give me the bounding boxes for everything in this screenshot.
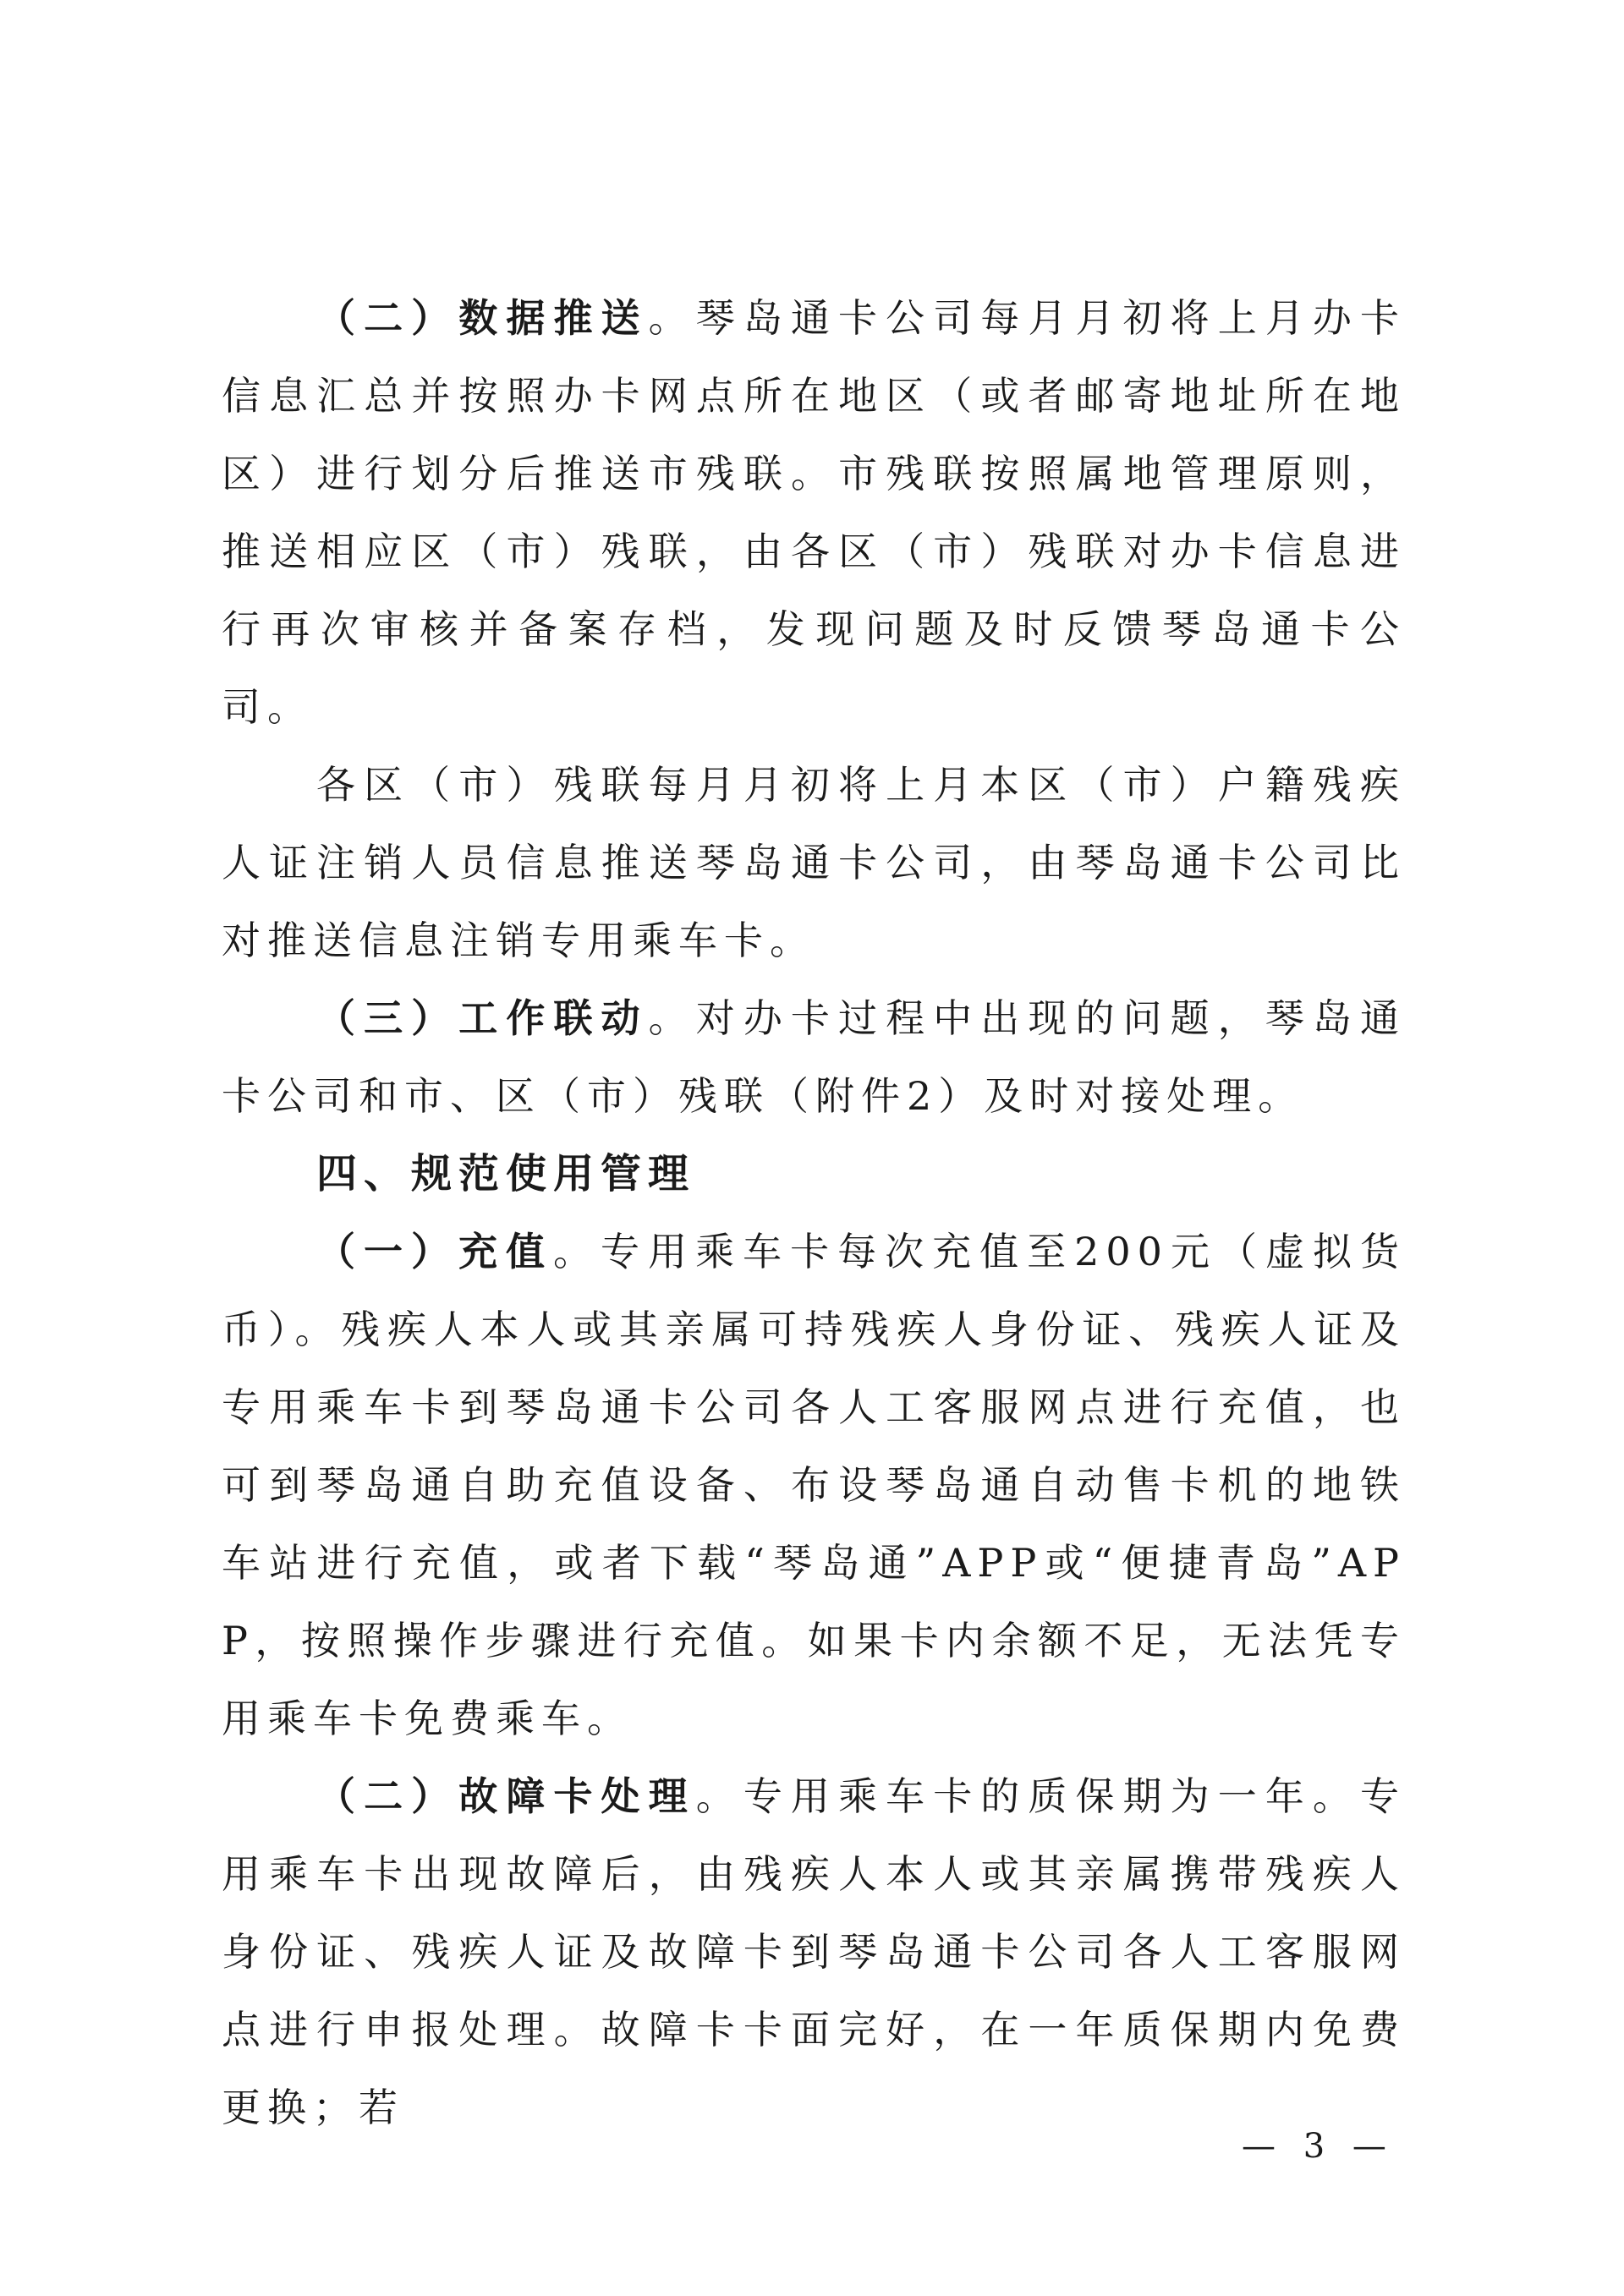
document-body xyxy=(222,279,1406,2146)
paragraph-lead: （一）充值 xyxy=(316,1229,554,1274)
paragraph-recharge xyxy=(222,1213,1406,1757)
section-heading: 四、规范使用管理 xyxy=(316,1150,696,1197)
paragraph-lead: （二）故障卡处理 xyxy=(316,1773,696,1819)
paragraph-text: 。对办卡过程中出现的问题，琴岛通卡公司和市、区（市）残联（附件2）及时对接处理。 xyxy=(222,995,1407,1119)
paragraph-text: 。专用乘车卡的质保期为一年。专用乘车卡出现故障后，由残疾人本人或其亲属携带残疾人身份证、残疾人证及故障卡到琴岛通卡公司各人工客服网点进行申报处理。故障卡卡面完好，在一年质保期内免费更换；若 xyxy=(222,1773,1407,2130)
paragraph-cancellation xyxy=(222,746,1406,979)
paragraph-text: 。专用乘车卡每次充值至200元（虚拟货币）。残疾人本人或其亲属可持残疾人身份证、残疾人证及专用乘车卡到琴岛通卡公司各人工客服网点进行充值，也可到琴岛通自助充值设备、布设琴岛通自动售卡机的地铁车站进行充值，或者下载“琴岛通”APP或“便捷青岛”APP，按照操作步骤进行充值。如果卡内余额不足，无法凭专用乘车卡免费乘车。 xyxy=(222,1229,1406,1741)
paragraph-data-push xyxy=(222,279,1406,746)
paragraph-text: 。琴岛通卡公司每月月初将上月办卡信息汇总并按照办卡网点所在地区（或者邮寄地址所在地区）进行划分后推送市残联。市残联按照属地管理原则，推送相应区（市）残联，由各区（市）残联对办卡信息进行再次审核并备案存档，发现问题及时反馈琴岛通卡公司。 xyxy=(222,295,1407,730)
paragraph-text: 各区（市）残联每月月初将上月本区（市）户籍残疾人证注销人员信息推送琴岛通卡公司，由琴岛通卡公司比对推送信息注销专用乘车卡。 xyxy=(222,762,1406,963)
paragraph-lead: （二）数据推送 xyxy=(316,295,649,341)
paragraph-work-linkage xyxy=(222,979,1406,1135)
paragraph-lead: （三）工作联动 xyxy=(316,995,649,1041)
page-number: — 3 — xyxy=(1242,2127,1395,2166)
paragraph-faulty-card xyxy=(222,1757,1406,2146)
